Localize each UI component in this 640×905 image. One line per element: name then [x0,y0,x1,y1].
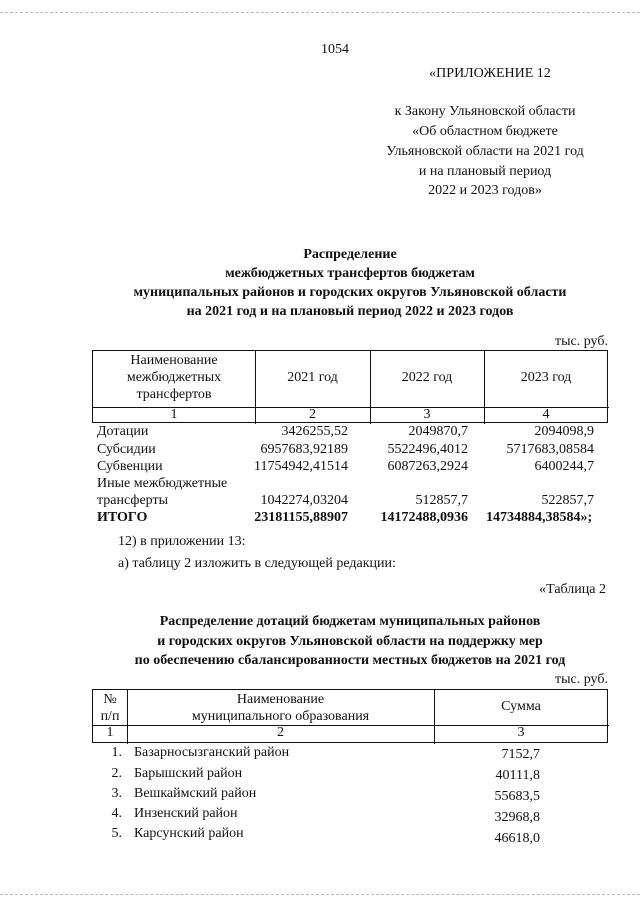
col-number: 3 [517,725,525,740]
header-name: Наименование муниципального образования [191,692,370,724]
heading2-line: Распределение дотаций бюджетам муниципальных районов [159,614,541,629]
col-number: 3 [423,407,431,422]
appendix-line: 2022 и 2023 годов» [428,183,542,198]
heading2-line: по обеспечению сбалансированности местных бюджетов на 2021 год [134,653,566,668]
page-number: 1054 [321,42,349,57]
appendix-title: «ПРИЛОЖЕНИЕ 12 [429,66,551,81]
col-number: 4 [542,407,550,422]
col-number: 2 [277,725,284,740]
scan-edge-bottom [0,894,640,895]
appendix-line: и на плановый период [418,164,552,179]
header-year: 2023 год [520,370,572,385]
heading1-line: Распределение [303,247,397,262]
col-number: 1 [106,725,114,740]
header-year: 2022 год [401,370,453,385]
paragraph: а) таблицу 2 изложить в следующей редакции: [118,556,396,571]
appendix-line: Ульяновской области на 2021 год [386,144,584,159]
appendix-line: «Об областном бюджете [412,124,558,139]
table-label: «Таблица 2 [539,582,606,597]
transfers-table-header [92,350,608,423]
heading1-line: межбюджетных трансфертов бюджетам [225,266,475,281]
col-number: 2 [309,407,316,422]
appendix-line: к Закону Ульяновской области [394,104,576,119]
unit-label: тыс. руб. [555,672,608,687]
unit-label: тыс. руб. [555,334,608,349]
header-sum: Сумма [501,699,541,714]
subsidies-table-header [92,689,608,743]
heading2-line: и городских округов Ульяновской области на поддержку мер [157,634,543,649]
header-number: № п/п [100,692,120,724]
paragraph: 12) в приложении 13: [118,534,246,549]
col-number: 1 [170,407,178,422]
header-name: Наименование межбюджетных трансфертов [126,353,222,402]
heading1-line: на 2021 год и на плановый период 2022 и 2023 годов [186,304,514,319]
header-year: 2021 год [287,370,338,385]
scan-edge-top [0,12,640,13]
heading1-line: муниципальных районов и городских округов Ульяновской области [133,285,567,300]
